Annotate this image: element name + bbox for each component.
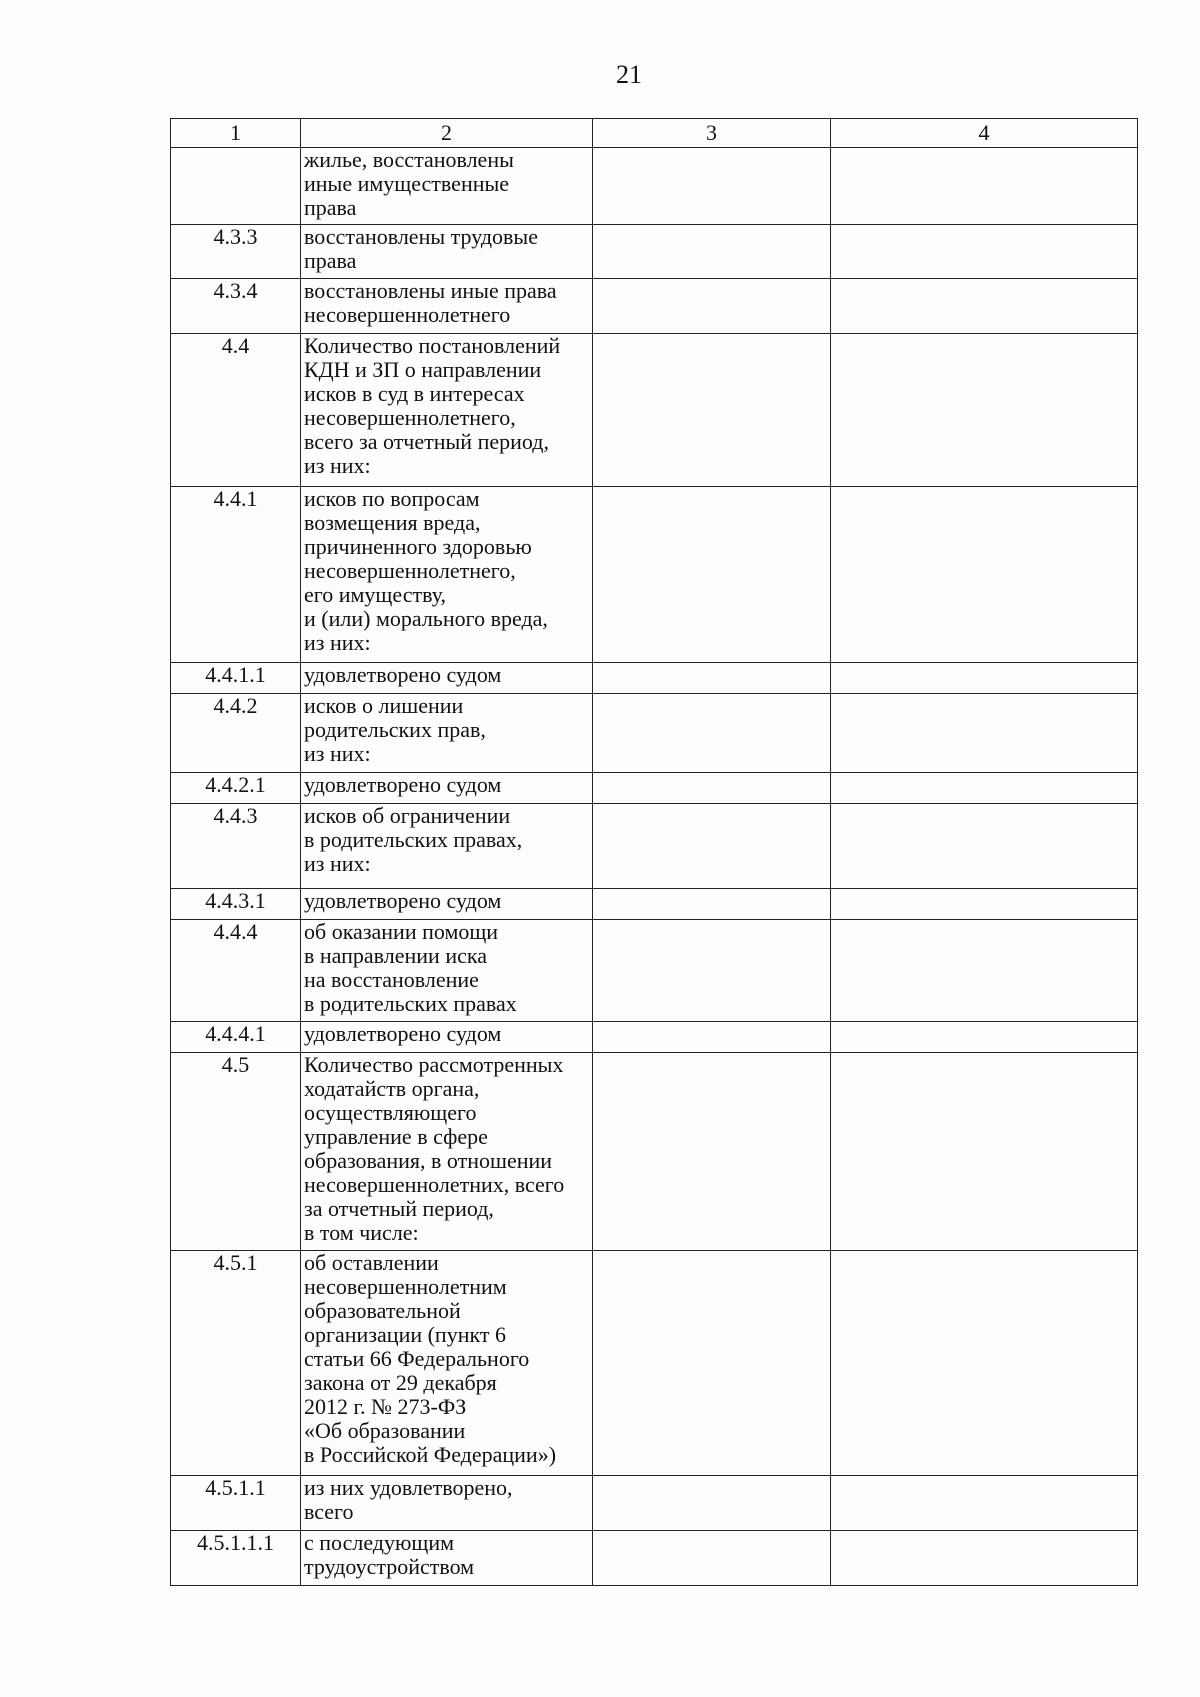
- row-number: 4.5: [171, 1053, 301, 1251]
- row-value-col-3: [593, 694, 831, 773]
- row-number: 4.4.2.1: [171, 773, 301, 804]
- row-value-col-3: [593, 1022, 831, 1053]
- row-value-col-4: [831, 663, 1138, 694]
- row-value-col-4: [831, 1251, 1138, 1476]
- row-number: 4.4.2: [171, 694, 301, 773]
- table-row: [171, 1531, 1138, 1586]
- row-value-col-4: [831, 889, 1138, 920]
- row-value-col-3: [593, 663, 831, 694]
- row-label: удовлетворено судом: [301, 1022, 593, 1053]
- table-row: [171, 1022, 1138, 1053]
- header-col-4: 4: [831, 119, 1138, 148]
- row-value-col-3: [593, 1053, 831, 1251]
- row-value-col-4: [831, 694, 1138, 773]
- table-row: [171, 487, 1138, 663]
- row-value-col-4: [831, 804, 1138, 889]
- row-value-col-3: [593, 1251, 831, 1476]
- row-value-col-3: [593, 334, 831, 487]
- table-row: [171, 1476, 1138, 1531]
- row-value-col-4: [831, 279, 1138, 334]
- row-label: об оставлении несовершеннолетним образовательной организации (пункт 6 статьи 66 Федерального закона от 29 декабря 2012 г. № 273-ФЗ «Об образовании в Российской Федерации»): [301, 1251, 593, 1476]
- row-value-col-3: [593, 889, 831, 920]
- row-value-col-3: [593, 148, 831, 225]
- row-label: удовлетворено судом: [301, 773, 593, 804]
- table-row: [171, 225, 1138, 279]
- row-value-col-3: [593, 920, 831, 1022]
- row-label: восстановлены трудовые права: [301, 225, 593, 279]
- row-value-col-3: [593, 773, 831, 804]
- row-label: Количество постановлений КДН и ЗП о направлении исков в суд в интересах несовершеннолетнего, всего за отчетный период, из них:: [301, 334, 593, 487]
- table-row: [171, 663, 1138, 694]
- row-label: из них удовлетворено, всего: [301, 1476, 593, 1531]
- row-value-col-4: [831, 1053, 1138, 1251]
- header-col-3: 3: [593, 119, 831, 148]
- table-row: [171, 920, 1138, 1022]
- row-number: 4.5.1.1.1: [171, 1531, 301, 1586]
- row-number: 4.4.4.1: [171, 1022, 301, 1053]
- row-number: 4.3.4: [171, 279, 301, 334]
- table-row: [171, 1251, 1138, 1476]
- table-row: [171, 773, 1138, 804]
- row-value-col-4: [831, 1022, 1138, 1053]
- row-number: 4.4: [171, 334, 301, 487]
- row-value-col-3: [593, 1531, 831, 1586]
- row-value-col-4: [831, 225, 1138, 279]
- row-number: 4.5.1.1: [171, 1476, 301, 1531]
- row-value-col-4: [831, 148, 1138, 225]
- row-number: 4.5.1: [171, 1251, 301, 1476]
- row-value-col-3: [593, 279, 831, 334]
- table-row: [171, 1053, 1138, 1251]
- header-col-1: 1: [171, 119, 301, 148]
- table-row: [171, 889, 1138, 920]
- row-value-col-3: [593, 1476, 831, 1531]
- table-row: [171, 279, 1138, 334]
- table-header: [171, 119, 1138, 148]
- row-label: исков по вопросам возмещения вреда, причиненного здоровью несовершеннолетнего, его имуществу, и (или) морального вреда, из них:: [301, 487, 593, 663]
- row-label: восстановлены иные права несовершеннолетнего: [301, 279, 593, 334]
- page-number: 21: [616, 60, 642, 89]
- table-row: [171, 694, 1138, 773]
- header-row: [171, 119, 1138, 148]
- row-value-col-4: [831, 1476, 1138, 1531]
- row-label: исков о лишении родительских прав, из них:: [301, 694, 593, 773]
- row-number: 4.4.3: [171, 804, 301, 889]
- row-number: 4.4.4: [171, 920, 301, 1022]
- table-body: [171, 148, 1138, 1586]
- row-value-col-4: [831, 487, 1138, 663]
- row-number: [171, 148, 301, 225]
- row-value-col-3: [593, 225, 831, 279]
- row-label: с последующим трудоустройством: [301, 1531, 593, 1586]
- row-number: 4.4.1.1: [171, 663, 301, 694]
- row-number: 4.4.3.1: [171, 889, 301, 920]
- row-number: 4.4.1: [171, 487, 301, 663]
- row-value-col-4: [831, 334, 1138, 487]
- row-label: Количество рассмотренных ходатайств органа, осуществляющего управление в сфере образования, в отношении несовершеннолетних, всего за отчетный период, в том числе:: [301, 1053, 593, 1251]
- row-value-col-4: [831, 773, 1138, 804]
- header-col-2: 2: [301, 119, 593, 148]
- report-table: [170, 118, 1138, 1586]
- row-label: удовлетворено судом: [301, 663, 593, 694]
- row-value-col-3: [593, 804, 831, 889]
- row-label: удовлетворено судом: [301, 889, 593, 920]
- row-value-col-3: [593, 487, 831, 663]
- row-label: жилье, восстановлены иные имущественные права: [301, 148, 593, 225]
- row-label: исков об ограничении в родительских правах, из них:: [301, 804, 593, 889]
- row-label: об оказании помощи в направлении иска на восстановление в родительских правах: [301, 920, 593, 1022]
- row-number: 4.3.3: [171, 225, 301, 279]
- table-row: [171, 804, 1138, 889]
- table-row: [171, 334, 1138, 487]
- row-value-col-4: [831, 1531, 1138, 1586]
- table-row: [171, 148, 1138, 225]
- row-value-col-4: [831, 920, 1138, 1022]
